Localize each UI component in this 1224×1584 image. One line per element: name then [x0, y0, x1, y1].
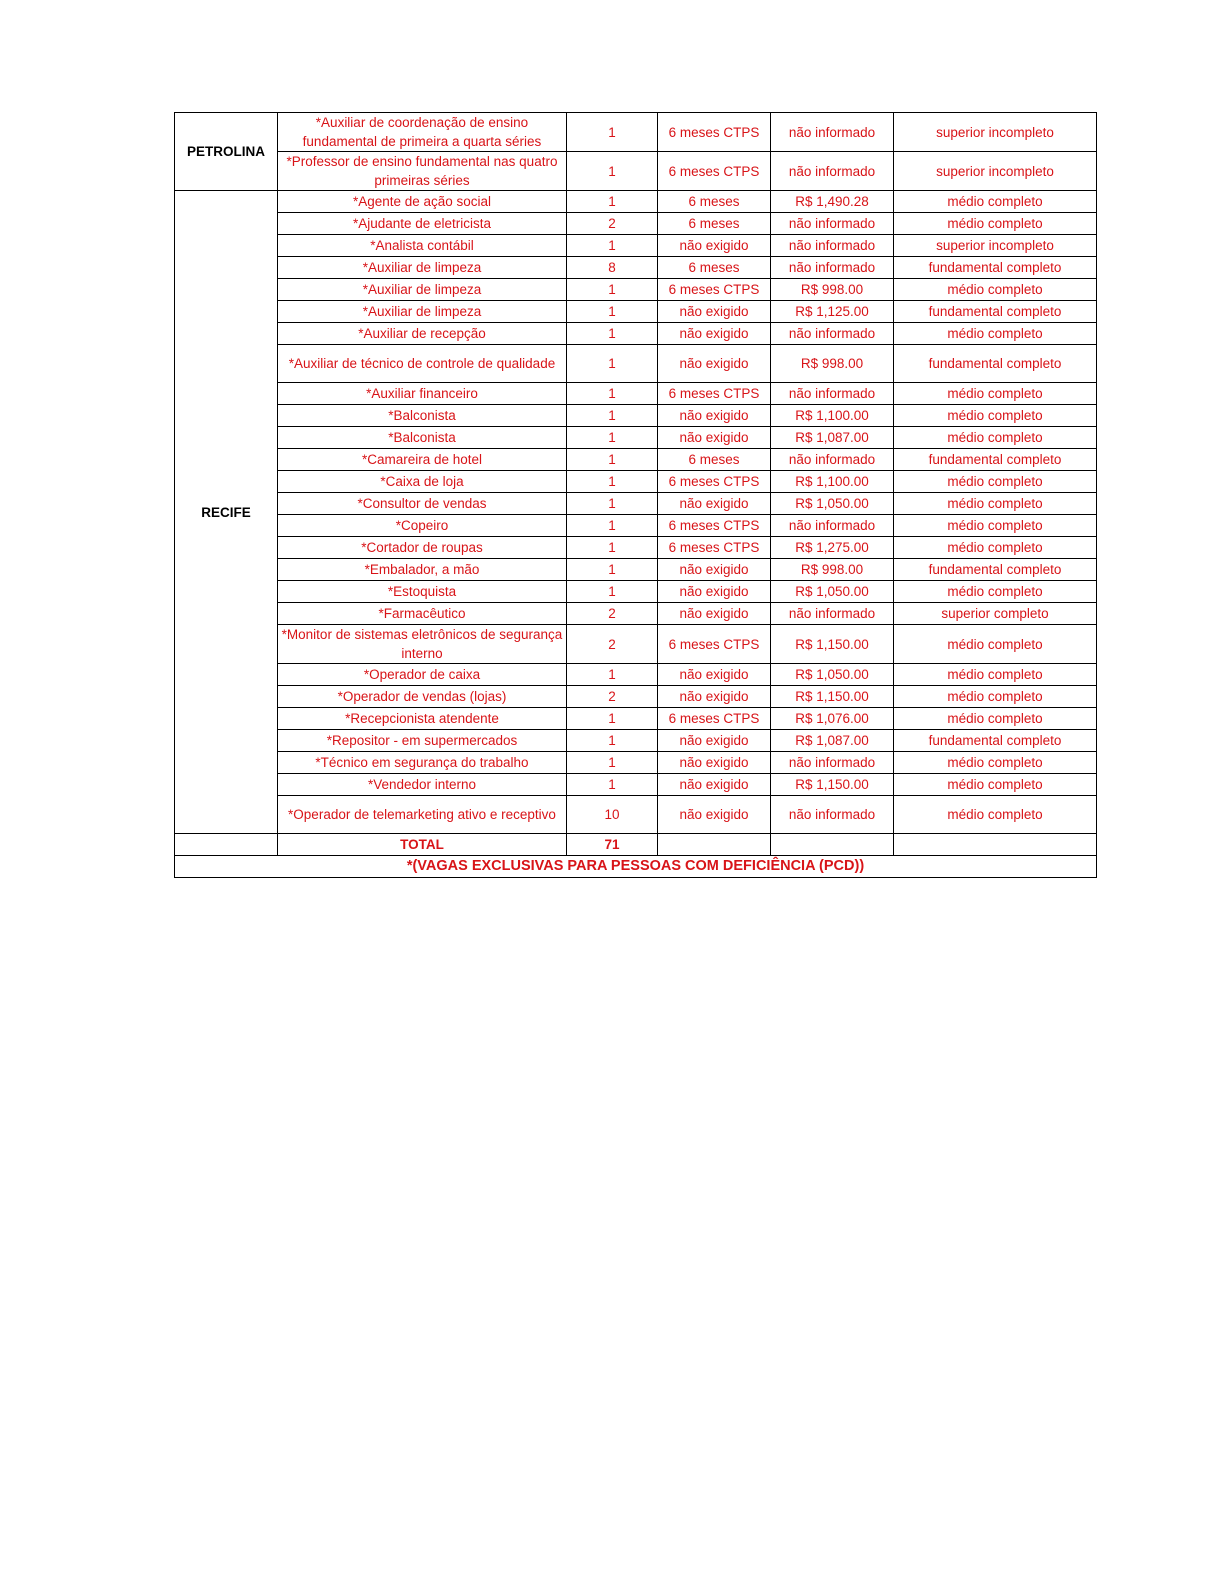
job-title-cell: *Cortador de roupas — [278, 537, 567, 559]
table-row — [175, 323, 1097, 345]
experience-cell: não exigido — [658, 581, 771, 603]
salary-cell: R$ 1,100.00 — [771, 471, 894, 493]
vacancies-cell: 2 — [567, 686, 658, 708]
table-row — [175, 686, 1097, 708]
education-cell: médio completo — [894, 581, 1097, 603]
experience-cell: 6 meses CTPS — [658, 515, 771, 537]
salary-cell: R$ 998.00 — [771, 345, 894, 383]
table-row — [175, 603, 1097, 625]
table-row — [175, 279, 1097, 301]
job-title-cell: *Consultor de vendas — [278, 493, 567, 515]
vacancies-cell: 1 — [567, 279, 658, 301]
salary-cell: não informado — [771, 235, 894, 257]
salary-cell: R$ 1,087.00 — [771, 427, 894, 449]
footnote: *(VAGAS EXCLUSIVAS PARA PESSOAS COM DEFICIÊNCIA (PCD)) — [175, 856, 1097, 878]
education-cell: médio completo — [894, 383, 1097, 405]
table-row — [175, 235, 1097, 257]
experience-cell: 6 meses — [658, 257, 771, 279]
experience-cell: 6 meses CTPS — [658, 113, 771, 152]
education-cell: médio completo — [894, 279, 1097, 301]
salary-cell: R$ 1,490.28 — [771, 191, 894, 213]
empty-cell — [658, 834, 771, 856]
table-row — [175, 515, 1097, 537]
experience-cell: 6 meses — [658, 213, 771, 235]
empty-cell — [771, 834, 894, 856]
job-title-cell: *Auxiliar de coordenação de ensino fundamental de primeira a quarta séries — [278, 113, 567, 152]
salary-cell: não informado — [771, 323, 894, 345]
experience-cell: 6 meses CTPS — [658, 152, 771, 191]
vacancies-cell: 1 — [567, 449, 658, 471]
experience-cell: 6 meses CTPS — [658, 537, 771, 559]
salary-cell: R$ 1,275.00 — [771, 537, 894, 559]
salary-cell: R$ 1,150.00 — [771, 625, 894, 664]
education-cell: médio completo — [894, 625, 1097, 664]
vacancies-cell: 1 — [567, 537, 658, 559]
education-cell: médio completo — [894, 752, 1097, 774]
salary-cell: R$ 1,125.00 — [771, 301, 894, 323]
table-row — [175, 301, 1097, 323]
education-cell: fundamental completo — [894, 449, 1097, 471]
experience-cell: não exigido — [658, 493, 771, 515]
salary-cell: R$ 1,150.00 — [771, 686, 894, 708]
salary-cell: não informado — [771, 603, 894, 625]
education-cell: médio completo — [894, 537, 1097, 559]
city-cell-recife: RECIFE — [175, 191, 278, 834]
job-title-cell: *Agente de ação social — [278, 191, 567, 213]
table-row — [175, 581, 1097, 603]
experience-cell: 6 meses CTPS — [658, 471, 771, 493]
experience-cell: não exigido — [658, 686, 771, 708]
vacancies-cell: 1 — [567, 323, 658, 345]
vacancies-cell: 1 — [567, 774, 658, 796]
vacancies-cell: 1 — [567, 515, 658, 537]
education-cell: fundamental completo — [894, 301, 1097, 323]
empty-cell — [175, 834, 278, 856]
experience-cell: não exigido — [658, 796, 771, 834]
experience-cell: não exigido — [658, 774, 771, 796]
vacancies-cell: 1 — [567, 752, 658, 774]
total-label: TOTAL — [278, 834, 567, 856]
job-title-cell: *Repositor - em supermercados — [278, 730, 567, 752]
salary-cell: não informado — [771, 257, 894, 279]
job-title-cell: *Auxiliar de limpeza — [278, 279, 567, 301]
job-title-cell: *Recepcionista atendente — [278, 708, 567, 730]
salary-cell: R$ 998.00 — [771, 559, 894, 581]
job-title-cell: *Caixa de loja — [278, 471, 567, 493]
job-title-cell: *Vendedor interno — [278, 774, 567, 796]
experience-cell: não exigido — [658, 603, 771, 625]
vacancies-cell: 1 — [567, 471, 658, 493]
experience-cell: não exigido — [658, 427, 771, 449]
vacancies-cell: 1 — [567, 235, 658, 257]
vacancies-cell: 1 — [567, 493, 658, 515]
education-cell: superior incompleto — [894, 152, 1097, 191]
table-row — [175, 774, 1097, 796]
vacancies-cell: 1 — [567, 559, 658, 581]
experience-cell: não exigido — [658, 405, 771, 427]
education-cell: médio completo — [894, 515, 1097, 537]
experience-cell: não exigido — [658, 559, 771, 581]
vacancies-cell: 1 — [567, 345, 658, 383]
salary-cell: não informado — [771, 152, 894, 191]
job-title-cell: *Operador de telemarketing ativo e receptivo — [278, 796, 567, 834]
salary-cell: R$ 1,050.00 — [771, 493, 894, 515]
salary-cell: R$ 1,050.00 — [771, 581, 894, 603]
vacancies-cell: 8 — [567, 257, 658, 279]
table-row — [175, 559, 1097, 581]
education-cell: médio completo — [894, 213, 1097, 235]
vacancies-cell: 1 — [567, 191, 658, 213]
education-cell: fundamental completo — [894, 345, 1097, 383]
experience-cell: 6 meses CTPS — [658, 708, 771, 730]
table-row — [175, 537, 1097, 559]
job-title-cell: *Analista contábil — [278, 235, 567, 257]
job-title-cell: *Auxiliar financeiro — [278, 383, 567, 405]
table-row — [175, 383, 1097, 405]
experience-cell: não exigido — [658, 323, 771, 345]
job-title-cell: *Estoquista — [278, 581, 567, 603]
education-cell: superior completo — [894, 603, 1097, 625]
table-row — [175, 708, 1097, 730]
education-cell: médio completo — [894, 323, 1097, 345]
salary-cell: R$ 1,150.00 — [771, 774, 894, 796]
job-title-cell: *Professor de ensino fundamental nas quatro primeiras séries — [278, 152, 567, 191]
job-title-cell: *Auxiliar de técnico de controle de qualidade — [278, 345, 567, 383]
experience-cell: não exigido — [658, 301, 771, 323]
education-cell: médio completo — [894, 796, 1097, 834]
table-row — [175, 257, 1097, 279]
job-title-cell: *Farmacêutico — [278, 603, 567, 625]
job-title-cell: *Copeiro — [278, 515, 567, 537]
experience-cell: 6 meses CTPS — [658, 279, 771, 301]
job-title-cell: *Auxiliar de recepção — [278, 323, 567, 345]
table-row — [175, 427, 1097, 449]
vacancies-cell: 1 — [567, 427, 658, 449]
education-cell: médio completo — [894, 427, 1097, 449]
footnote-row — [175, 856, 1097, 878]
total-value: 71 — [567, 834, 658, 856]
salary-cell: não informado — [771, 449, 894, 471]
vacancies-cell: 2 — [567, 625, 658, 664]
job-title-cell: *Balconista — [278, 427, 567, 449]
vacancies-cell: 1 — [567, 405, 658, 427]
education-cell: médio completo — [894, 493, 1097, 515]
job-title-cell: *Ajudante de eletricista — [278, 213, 567, 235]
job-title-cell: *Balconista — [278, 405, 567, 427]
education-cell: médio completo — [894, 708, 1097, 730]
empty-cell — [894, 834, 1097, 856]
vacancies-cell: 1 — [567, 708, 658, 730]
job-title-cell: *Operador de caixa — [278, 664, 567, 686]
experience-cell: não exigido — [658, 664, 771, 686]
table-row — [175, 471, 1097, 493]
table-body — [175, 113, 1097, 834]
table-row — [175, 405, 1097, 427]
job-title-cell: *Auxiliar de limpeza — [278, 301, 567, 323]
education-cell: fundamental completo — [894, 730, 1097, 752]
education-cell: superior incompleto — [894, 113, 1097, 152]
total-row — [175, 834, 1097, 856]
table-row — [175, 625, 1097, 664]
salary-cell: não informado — [771, 383, 894, 405]
experience-cell: 6 meses CTPS — [658, 625, 771, 664]
education-cell: médio completo — [894, 471, 1097, 493]
experience-cell: 6 meses — [658, 449, 771, 471]
table-row — [175, 191, 1097, 213]
vacancies-cell: 1 — [567, 113, 658, 152]
education-cell: médio completo — [894, 774, 1097, 796]
education-cell: médio completo — [894, 191, 1097, 213]
education-cell: superior incompleto — [894, 235, 1097, 257]
job-title-cell: *Monitor de sistemas eletrônicos de segurança interno — [278, 625, 567, 664]
job-title-cell: *Camareira de hotel — [278, 449, 567, 471]
education-cell: médio completo — [894, 686, 1097, 708]
salary-cell: R$ 998.00 — [771, 279, 894, 301]
education-cell: fundamental completo — [894, 257, 1097, 279]
table-row — [175, 213, 1097, 235]
table-row — [175, 493, 1097, 515]
experience-cell: não exigido — [658, 345, 771, 383]
experience-cell: não exigido — [658, 752, 771, 774]
education-cell: médio completo — [894, 664, 1097, 686]
table-row — [175, 730, 1097, 752]
vacancies-cell: 1 — [567, 152, 658, 191]
salary-cell: R$ 1,076.00 — [771, 708, 894, 730]
vacancies-cell: 2 — [567, 603, 658, 625]
job-title-cell: *Auxiliar de limpeza — [278, 257, 567, 279]
vacancies-cell: 1 — [567, 730, 658, 752]
salary-cell: não informado — [771, 113, 894, 152]
city-cell-petrolina: PETROLINA — [175, 113, 278, 191]
salary-cell: R$ 1,087.00 — [771, 730, 894, 752]
vacancies-cell: 1 — [567, 383, 658, 405]
vacancies-cell: 1 — [567, 664, 658, 686]
table-row — [175, 345, 1097, 383]
table-row — [175, 152, 1097, 191]
salary-cell: R$ 1,050.00 — [771, 664, 894, 686]
job-title-cell: *Técnico em segurança do trabalho — [278, 752, 567, 774]
table-row — [175, 113, 1097, 152]
vacancies-cell: 10 — [567, 796, 658, 834]
experience-cell: não exigido — [658, 235, 771, 257]
experience-cell: 6 meses CTPS — [658, 383, 771, 405]
vacancies-cell: 1 — [567, 581, 658, 603]
job-vacancies-table — [174, 112, 1097, 878]
table-row — [175, 752, 1097, 774]
job-title-cell: *Operador de vendas (lojas) — [278, 686, 567, 708]
experience-cell: 6 meses — [658, 191, 771, 213]
table-row — [175, 449, 1097, 471]
vacancies-cell: 2 — [567, 213, 658, 235]
salary-cell: não informado — [771, 796, 894, 834]
salary-cell: não informado — [771, 752, 894, 774]
salary-cell: não informado — [771, 515, 894, 537]
salary-cell: não informado — [771, 213, 894, 235]
experience-cell: não exigido — [658, 730, 771, 752]
job-title-cell: *Embalador, a mão — [278, 559, 567, 581]
vacancies-cell: 1 — [567, 301, 658, 323]
education-cell: fundamental completo — [894, 559, 1097, 581]
salary-cell: R$ 1,100.00 — [771, 405, 894, 427]
education-cell: médio completo — [894, 405, 1097, 427]
table-row — [175, 664, 1097, 686]
table-row — [175, 796, 1097, 834]
